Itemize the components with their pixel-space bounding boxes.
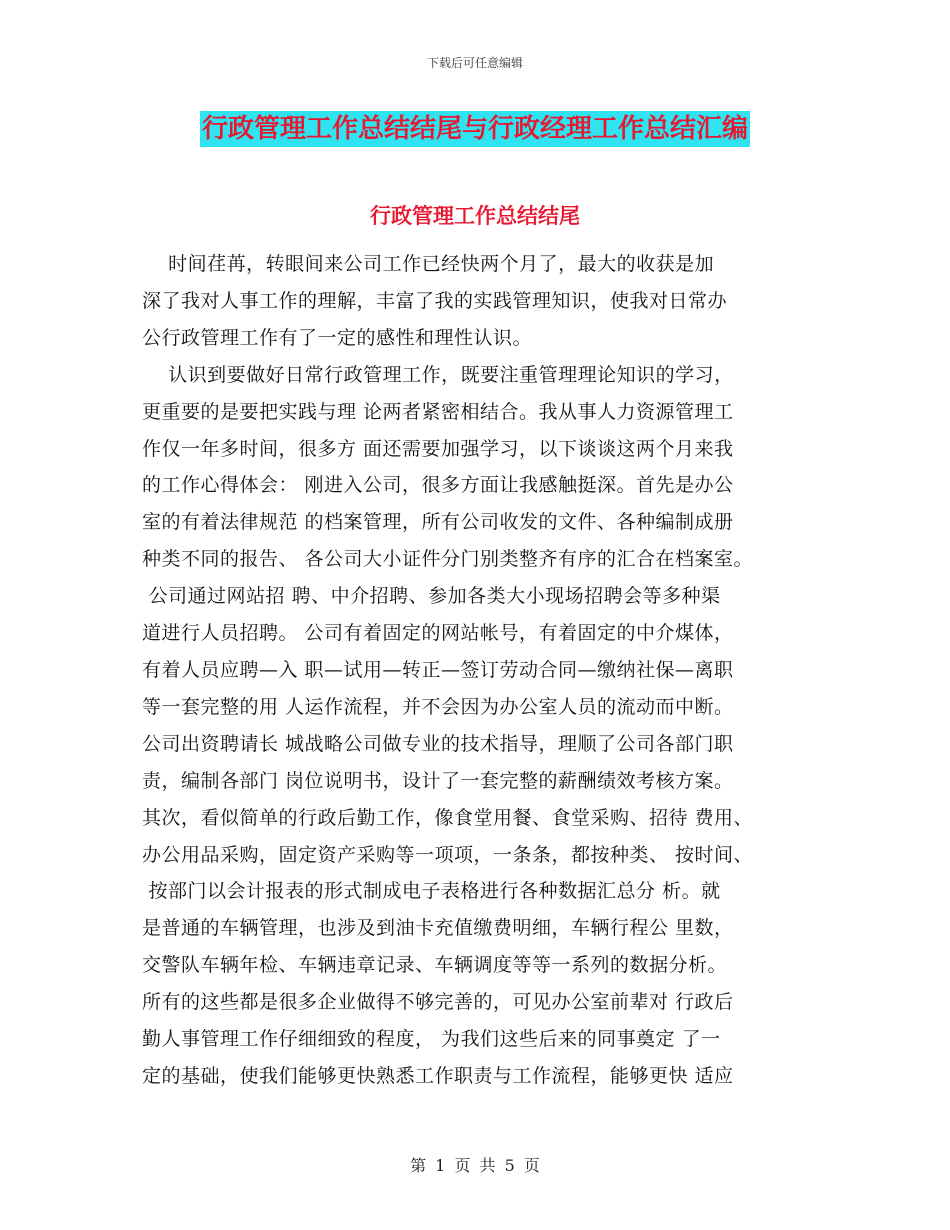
text-line: 交警队车辆年检、车辆违章记录、车辆调度等等一系列的数据分析。 xyxy=(142,954,728,977)
body-text xyxy=(142,246,822,1095)
text-line: 认识到要做好日常行政管理工作，既要注重管理理论知识的学习， xyxy=(142,363,734,386)
section-title: 行政管理工作总结结尾 xyxy=(370,203,580,228)
text-line: 更重要的是要把实践与理 论两者紧密相结合。我从事人力资源管理工 xyxy=(142,400,734,423)
page-footer: 第 1 页 共 5 页 xyxy=(410,1156,540,1175)
text-line: 按部门以会计报表的形式制成电子表格进行各种数据汇总分 析。就 xyxy=(142,880,721,903)
text-line: 等一套完整的用 人运作流程，并不会因为办公室人员的流动而中断。 xyxy=(142,695,734,718)
text-line: 道进行人员招聘。 公司有着固定的网站帐号，有着固定的中介煤体， xyxy=(142,622,734,645)
text-line: 种类不同的报告、 各公司大小证件分门别类整齐有序的汇合在档案室。 xyxy=(142,548,754,571)
text-line: 所有的这些都是很多企业做得不够完善的，可见办公室前辈对 行政后 xyxy=(142,991,734,1014)
text-line: 勤人事管理工作仔细细致的程度， 为我们这些后来的同事奠定 了一 xyxy=(142,1028,721,1051)
text-line: 是普通的车辆管理，也涉及到油卡充值缴费明细，车辆行程公 里数， xyxy=(142,917,734,940)
text-line: 深了我对人事工作的理解，丰富了我的实践管理知识，使我对日常办 xyxy=(142,289,728,312)
document-title-container xyxy=(0,111,950,147)
text-line: 责，编制各部门 岗位说明书，设计了一套完整的薪酬绩效考核方案。 xyxy=(142,769,734,792)
text-line: 的工作心得体会： 刚进入公司，很多方面让我感触挺深。首先是办公 xyxy=(142,474,734,497)
text-line: 公司通过网站招 聘、中介招聘、参加各类大小现场招聘会等多种渠 xyxy=(142,585,721,608)
text-line: 定的基础，使我们能够更快熟悉工作职责与工作流程，能够更快 适应 xyxy=(142,1064,734,1087)
text-line: 其次，看似简单的行政后勤工作，像食堂用餐、食堂采购、招待 费用、 xyxy=(142,806,754,829)
text-line: 时间荏苒，转眼间来公司工作已经快两个月了，最大的收获是加 xyxy=(142,253,715,275)
text-line: 公司出资聘请长 城战略公司做专业的技术指导，理顺了公司各部门职 xyxy=(142,732,734,755)
text-line: 作仅一年多时间，很多方 面还需要加强学习，以下谈谈这两个月来我 xyxy=(142,437,734,460)
text-line: 公行政管理工作有了一定的感性和理性认识。 xyxy=(142,326,533,349)
header-note: 下载后可任意编辑 xyxy=(426,56,523,70)
text-line: 室的有着法律规范 的档案管理，所有公司收发的文件、各种编制成册 xyxy=(142,511,734,534)
document-title: 行政管理工作总结结尾与行政经理工作总结汇编 xyxy=(200,111,750,147)
text-line: 办公用品采购，固定资产采购等一项项，一条条，都按种类、 按时间、 xyxy=(142,843,754,866)
text-line: 有着人员应聘—入 职—试用—转正—签订劳动合同—缴纳社保—离职 xyxy=(142,658,734,681)
